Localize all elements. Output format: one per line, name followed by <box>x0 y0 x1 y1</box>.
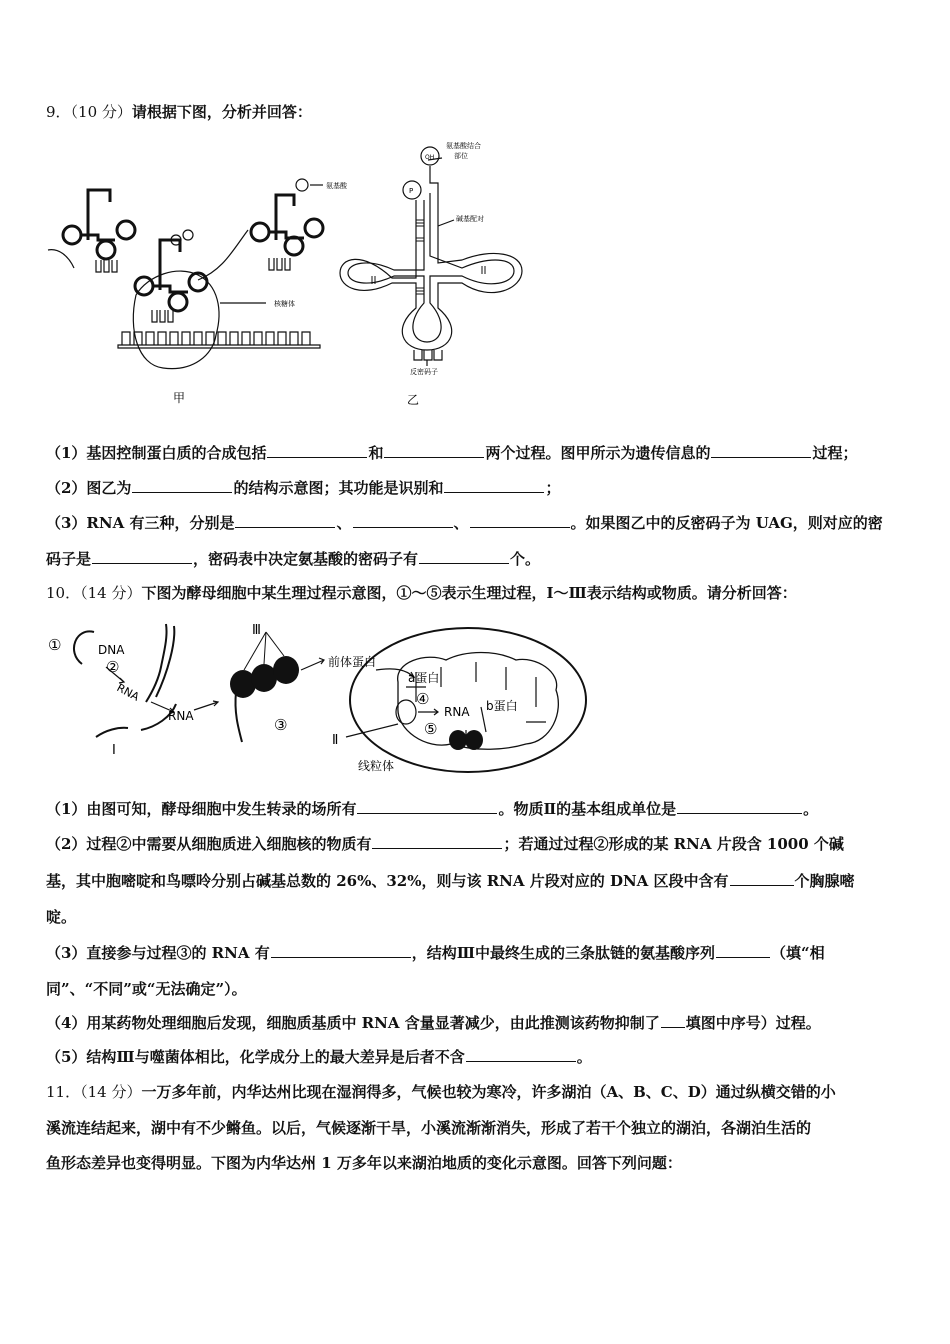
q10-sub3-text-b: ，结构Ⅲ中最终生成的三条肽链的氨基酸序列 <box>411 944 715 962</box>
q10-sub1-text-a: （1）由图可知，酵母细胞中发生转录的场所有 <box>46 800 357 818</box>
label-jia: 甲 <box>173 391 186 405</box>
q10-sub3-text-c: （填“相 <box>770 944 825 962</box>
q10-sub5-text-a: （5）结构Ⅲ与噬菌体相比，化学成分上的最大差异是后者不含 <box>46 1048 465 1066</box>
blank[interactable] <box>372 834 502 849</box>
blank[interactable] <box>271 943 411 958</box>
blank[interactable] <box>267 443 367 458</box>
q10-sub2 <box>46 834 910 854</box>
q9-number: 9． <box>46 103 71 121</box>
q9-sub2-text-c: ； <box>545 479 561 497</box>
q9-sub3-text-d: ，密码表中决定氨基酸的密码子有 <box>193 550 419 568</box>
q9-sub3-sep1: 、 <box>336 514 352 532</box>
label-precursor: 前体蛋白 <box>328 655 377 669</box>
blank[interactable] <box>353 513 453 528</box>
label-mito: 线粒体 <box>358 759 395 773</box>
label-dna: DNA <box>98 643 125 657</box>
q10-sub1 <box>46 799 910 819</box>
q9-sub3-cont <box>46 549 910 569</box>
q10-sub2-text-a: （2）过程②中需要从细胞质进入细胞核的物质有 <box>46 835 372 853</box>
label-amino-acid: 氨基酸 <box>326 182 347 190</box>
q10-sub1-text-c: 。 <box>803 800 819 818</box>
q10-stem <box>46 583 910 603</box>
label-a-protein: a蛋白 <box>408 671 440 685</box>
q10-points: （14 分） <box>80 584 142 602</box>
label-c1: ① <box>48 636 62 654</box>
q10-sub3-text-d: 同”、“不同”或“无法确定”）。 <box>46 980 247 998</box>
blank[interactable] <box>92 549 192 564</box>
label-r1: Ⅰ <box>112 743 116 758</box>
q10-sub5-text-b: 。 <box>576 1048 592 1066</box>
q10-sub2-text-b: ；若通过过程②形成的某 RNA 片段含 1000 个碱 <box>503 835 844 853</box>
q9-stem <box>46 102 910 122</box>
label-rna-1: RNA <box>114 681 142 704</box>
label-c2: ② <box>106 658 120 676</box>
q9-sub1-text-a: （1）基因控制蛋白质的合成包括 <box>46 444 267 462</box>
label-aa-binding-2: 部位 <box>454 152 468 160</box>
q9-sub1-text-b: 和 <box>368 444 384 462</box>
q10-sub4-text-b: 填图中序号）过程。 <box>685 1014 821 1032</box>
q9-sub2-text-a: （2）图乙为 <box>46 479 132 497</box>
q10-sub1-text-b: 。物质Ⅱ的基本组成单位是 <box>498 800 677 818</box>
q10-stem-text: 下图为酵母细胞中某生理过程示意图，①～⑤表示生理过程，Ⅰ～Ⅲ表示结构或物质。请分析回答： <box>141 584 797 602</box>
q9-sub3-text-e: 个。 <box>510 550 541 568</box>
label-rna-3: RNA <box>444 705 470 719</box>
blank[interactable] <box>357 799 497 814</box>
q9-figure-yi <box>332 138 542 410</box>
blank[interactable] <box>419 549 509 564</box>
blank[interactable] <box>235 513 335 528</box>
q10-sub3-cont <box>46 979 910 999</box>
blank[interactable] <box>677 799 802 814</box>
q10-sub2-cont2 <box>46 907 910 927</box>
q11-line3 <box>46 1153 910 1173</box>
label-c5: ⑤ <box>424 720 438 738</box>
q9-sub1-text-c: 两个过程。图甲所示为遗传信息的 <box>485 444 711 462</box>
q11-line2 <box>46 1118 910 1138</box>
blank[interactable] <box>716 943 770 958</box>
q10-figure <box>46 612 576 782</box>
q10-sub4-text-a: （4）用某药物处理细胞后发现，细胞质基质中 RNA 含量显著减少，由此推测该药物抑制了 <box>46 1014 660 1032</box>
blank[interactable] <box>730 871 794 886</box>
q11-line-2: 溪流连结起来，湖中有不少鳉鱼。以后，气候逐渐干旱，小溪流渐渐消失，形成了若干个独立的湖泊，各湖泊生活的 <box>46 1119 812 1137</box>
q9-sub2 <box>46 478 910 498</box>
q9-sub1-text-d: 过程； <box>812 444 858 462</box>
label-ribosome: 核糖体 <box>274 300 295 308</box>
q11-stem <box>46 1082 910 1102</box>
label-rna-2: RNA <box>168 709 194 723</box>
q10-sub3 <box>46 943 910 963</box>
q11-line-1: 一万多年前，内华达州比现在湿润得多，气候也较为寒冷，许多湖泊（A、B、C、D）通过纵横交错的小 <box>141 1083 836 1101</box>
q10-sub2-text-c: 基，其中胞嘧啶和鸟嘌呤分别占碱基总数的 26%、32%，则与该 RNA 片段对应的 DNA 区段中含有 <box>46 872 729 890</box>
q9-sub3 <box>46 513 910 533</box>
q10-sub2-text-d: 个胸腺嘧 <box>794 872 855 890</box>
label-r3: Ⅲ <box>252 623 261 638</box>
q10-sub4 <box>46 1013 910 1033</box>
label-base-pairing: 碱基配对 <box>456 215 484 223</box>
q9-points: （10 分） <box>70 103 132 121</box>
q10-sub3-text-a: （3）直接参与过程③的 RNA 有 <box>46 944 270 962</box>
q11-number: 11． <box>46 1083 81 1101</box>
q9-stem-text: 请根据下图，分析并回答： <box>131 103 312 121</box>
q11-line-3: 鱼形态差异也变得明显。下图为内华达州 1 万多年以来湖泊地质的变化示意图。回答下列问题： <box>46 1154 682 1172</box>
q9-sub3-text-c: 码子是 <box>46 550 92 568</box>
q10-sub5 <box>46 1047 910 1067</box>
blank[interactable] <box>661 1013 685 1028</box>
q9-sub3-text-b: 。如果图乙中的反密码子为 UAG，则对应的密 <box>570 514 883 532</box>
label-r2: Ⅱ <box>332 733 339 748</box>
q9-sub3-text-a: （3）RNA 有三种，分别是 <box>46 514 235 532</box>
q9-sub3-sep2: 、 <box>453 514 469 532</box>
q10-sub2-cont <box>46 871 910 891</box>
label-c3: ③ <box>274 716 288 734</box>
blank[interactable] <box>466 1047 576 1062</box>
label-yi: 乙 <box>407 393 420 407</box>
label-aa-binding: 氨基酸结合 <box>446 142 481 150</box>
q9-sub2-text-b: 的结构示意图；其功能是识别和 <box>233 479 444 497</box>
label-c4: ④ <box>416 690 430 708</box>
blank[interactable] <box>384 443 484 458</box>
q10-sub2-text-e: 啶。 <box>46 908 77 926</box>
q11-points: （14 分） <box>80 1083 142 1101</box>
label-anticodon: 反密码子 <box>410 368 438 376</box>
q9-sub1 <box>46 443 910 463</box>
blank[interactable] <box>711 443 811 458</box>
blank[interactable] <box>132 478 232 493</box>
q9-figure-jia <box>48 140 347 410</box>
q10-number: 10． <box>46 584 81 602</box>
label-p: P <box>409 187 414 195</box>
label-oh: OH <box>425 154 435 161</box>
label-b-protein: b蛋白 <box>486 699 518 713</box>
blank[interactable] <box>470 513 570 528</box>
blank[interactable] <box>444 478 544 493</box>
